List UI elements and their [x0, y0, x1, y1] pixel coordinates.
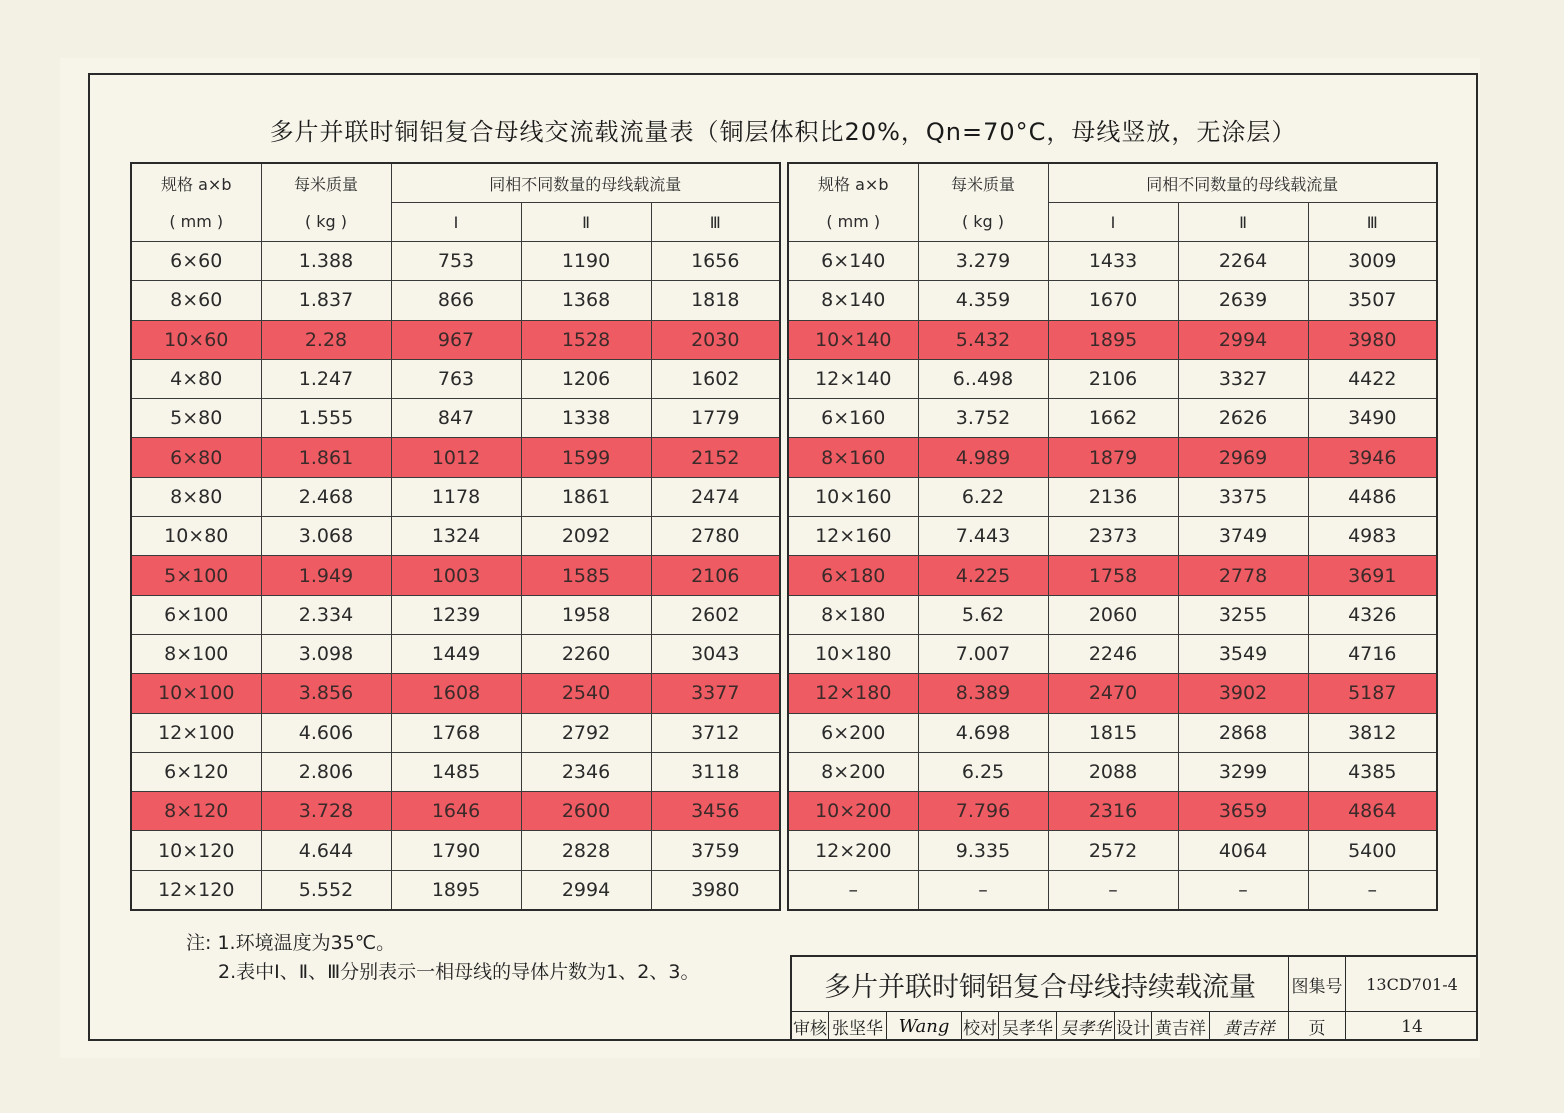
spec-cell: –: [788, 870, 918, 910]
spec-cell: 8×120: [131, 792, 261, 831]
current-3-cell: 4422: [1308, 359, 1437, 398]
current-3-cell: 4716: [1308, 634, 1437, 673]
current-1-cell: 1239: [391, 595, 521, 634]
n2-header: Ⅱ: [1178, 203, 1308, 242]
current-2-cell: 2092: [521, 517, 651, 556]
spec-cell: 6×80: [131, 438, 261, 477]
current-2-cell: 1528: [521, 320, 651, 359]
current-2-cell: –: [1178, 870, 1308, 910]
current-2-cell: 2792: [521, 713, 651, 752]
current-3-cell: 4385: [1308, 752, 1437, 791]
mass-cell: 6.25: [918, 752, 1048, 791]
mass-cell: 7.443: [918, 517, 1048, 556]
atlas-label: 图集号: [1289, 957, 1346, 1012]
current-1-cell: 1012: [391, 438, 521, 477]
mass-cell: 5.432: [918, 320, 1048, 359]
current-2-cell: 1958: [521, 595, 651, 634]
current-3-cell: 2780: [651, 517, 780, 556]
current-1-cell: 1670: [1048, 281, 1178, 320]
spec-cell: 8×200: [788, 752, 918, 791]
mass-cell: 2.334: [261, 595, 391, 634]
spec-cell: 6×120: [131, 752, 261, 791]
current-1-cell: 1646: [391, 792, 521, 831]
mass-cell: 1.861: [261, 438, 391, 477]
table-row: [131, 399, 780, 438]
spec-cell: 10×100: [131, 674, 261, 713]
spec-header: 规格 a×b: [788, 163, 918, 203]
current-2-cell: 3659: [1178, 792, 1308, 831]
spec-cell: 8×100: [131, 634, 261, 673]
table-row: [131, 752, 780, 791]
current-2-cell: 2994: [521, 870, 651, 910]
table-row: [131, 634, 780, 673]
current-group-header: 同相不同数量的母线载流量: [1048, 163, 1437, 203]
table-row: [788, 831, 1437, 870]
design-label: 设计: [1115, 1012, 1152, 1041]
n2-header: Ⅱ: [521, 203, 651, 242]
current-2-cell: 2778: [1178, 556, 1308, 595]
mass-cell: 2.28: [261, 320, 391, 359]
spec-cell: 6×140: [788, 242, 918, 281]
current-1-cell: 1662: [1048, 399, 1178, 438]
current-1-cell: –: [1048, 870, 1178, 910]
table-row: [788, 359, 1437, 398]
table-row: [788, 399, 1437, 438]
mass-unit-header: ( kg ): [918, 203, 1048, 242]
designer-signature: 黄吉祥: [1210, 1012, 1289, 1041]
mass-cell: 1.949: [261, 556, 391, 595]
table-row: [788, 517, 1437, 556]
mass-cell: 1.837: [261, 281, 391, 320]
n1-header: Ⅰ: [391, 203, 521, 242]
current-1-cell: 2373: [1048, 517, 1178, 556]
current-1-cell: 753: [391, 242, 521, 281]
mass-cell: 3.856: [261, 674, 391, 713]
spec-cell: 12×200: [788, 831, 918, 870]
current-2-cell: 2540: [521, 674, 651, 713]
current-1-cell: 847: [391, 399, 521, 438]
current-1-cell: 967: [391, 320, 521, 359]
spec-cell: 12×140: [788, 359, 918, 398]
table-row: [131, 674, 780, 713]
current-1-cell: 1449: [391, 634, 521, 673]
mass-cell: 7.007: [918, 634, 1048, 673]
spec-cell: 12×120: [131, 870, 261, 910]
current-2-cell: 2346: [521, 752, 651, 791]
current-3-cell: 5400: [1308, 831, 1437, 870]
checker-signature: 吴孝华: [1057, 1012, 1115, 1041]
current-1-cell: 1758: [1048, 556, 1178, 595]
spec-cell: 10×200: [788, 792, 918, 831]
current-2-cell: 3299: [1178, 752, 1308, 791]
spec-cell: 12×100: [131, 713, 261, 752]
table-row: [788, 674, 1437, 713]
review-label: 审核: [792, 1012, 829, 1041]
current-3-cell: 3759: [651, 831, 780, 870]
spec-cell: 4×80: [131, 359, 261, 398]
spec-cell: 6×100: [131, 595, 261, 634]
reviewer-signature: Wang: [887, 1012, 962, 1041]
current-3-cell: 3507: [1308, 281, 1437, 320]
current-1-cell: 763: [391, 359, 521, 398]
mass-unit-header: ( kg ): [261, 203, 391, 242]
mass-header: 每米质量: [918, 163, 1048, 203]
current-3-cell: 4326: [1308, 595, 1437, 634]
left-table-body: [131, 242, 780, 911]
table-row: [788, 320, 1437, 359]
mass-cell: 1.555: [261, 399, 391, 438]
table-row: [788, 792, 1437, 831]
mass-cell: –: [918, 870, 1048, 910]
mass-cell: 4.989: [918, 438, 1048, 477]
spec-cell: 5×100: [131, 556, 261, 595]
drawing-title: 多片并联时铜铝复合母线持续载流量: [792, 957, 1289, 1012]
spec-cell: 8×60: [131, 281, 261, 320]
current-1-cell: 866: [391, 281, 521, 320]
mass-cell: 3.279: [918, 242, 1048, 281]
current-2-cell: 2260: [521, 634, 651, 673]
mass-cell: 6..498: [918, 359, 1048, 398]
current-2-cell: 1599: [521, 438, 651, 477]
current-2-cell: 1338: [521, 399, 651, 438]
mass-cell: 3.068: [261, 517, 391, 556]
current-3-cell: 1818: [651, 281, 780, 320]
current-3-cell: 3980: [651, 870, 780, 910]
current-2-cell: 4064: [1178, 831, 1308, 870]
table-row: [788, 242, 1437, 281]
current-2-cell: 1861: [521, 477, 651, 516]
current-1-cell: 1895: [391, 870, 521, 910]
current-1-cell: 1608: [391, 674, 521, 713]
current-2-cell: 2639: [1178, 281, 1308, 320]
current-1-cell: 1324: [391, 517, 521, 556]
current-3-cell: 1779: [651, 399, 780, 438]
table-row: [788, 281, 1437, 320]
current-2-cell: 3327: [1178, 359, 1308, 398]
table-row: [131, 281, 780, 320]
current-2-cell: 3255: [1178, 595, 1308, 634]
spec-cell: 10×180: [788, 634, 918, 673]
spec-cell: 6×160: [788, 399, 918, 438]
current-1-cell: 2136: [1048, 477, 1178, 516]
table-row: [788, 870, 1437, 910]
table-row: [131, 517, 780, 556]
current-1-cell: 1768: [391, 713, 521, 752]
current-1-cell: 2060: [1048, 595, 1178, 634]
mass-cell: 4.606: [261, 713, 391, 752]
current-3-cell: 3456: [651, 792, 780, 831]
table-row: [788, 713, 1437, 752]
current-3-cell: 3043: [651, 634, 780, 673]
spec-cell: 8×140: [788, 281, 918, 320]
table-row: [131, 595, 780, 634]
mass-header: 每米质量: [261, 163, 391, 203]
spec-cell: 10×60: [131, 320, 261, 359]
current-3-cell: 2152: [651, 438, 780, 477]
current-3-cell: 4864: [1308, 792, 1437, 831]
current-1-cell: 2316: [1048, 792, 1178, 831]
check-label: 校对: [962, 1012, 999, 1041]
spec-cell: 10×120: [131, 831, 261, 870]
current-1-cell: 1003: [391, 556, 521, 595]
current-1-cell: 2106: [1048, 359, 1178, 398]
table-row: [131, 438, 780, 477]
atlas-number: 13CD701-4: [1346, 957, 1478, 1012]
note-line-1: 注: 1.环境温度为35℃。: [186, 932, 396, 954]
n3-header: Ⅲ: [651, 203, 780, 242]
current-1-cell: 1178: [391, 477, 521, 516]
n3-header: Ⅲ: [1308, 203, 1437, 242]
table-title: 多片并联时铜铝复合母线交流载流量表（铜层体积比20%，Qn=70°C，母线竖放，无涂层）: [269, 118, 1297, 146]
current-2-cell: 3375: [1178, 477, 1308, 516]
spec-header: 规格 a×b: [131, 163, 261, 203]
current-2-cell: 2600: [521, 792, 651, 831]
table-row: [131, 320, 780, 359]
current-3-cell: 3712: [651, 713, 780, 752]
mass-cell: 9.335: [918, 831, 1048, 870]
mass-cell: 8.389: [918, 674, 1048, 713]
right-table: [787, 162, 1438, 911]
current-2-cell: 1585: [521, 556, 651, 595]
spec-cell: 8×80: [131, 477, 261, 516]
current-3-cell: 2474: [651, 477, 780, 516]
current-3-cell: 3946: [1308, 438, 1437, 477]
mass-cell: 4.698: [918, 713, 1048, 752]
current-2-cell: 2868: [1178, 713, 1308, 752]
checker-name: 吴孝华: [999, 1012, 1057, 1041]
table-row: [131, 477, 780, 516]
mass-cell: 4.644: [261, 831, 391, 870]
table-row: [131, 359, 780, 398]
mass-cell: 3.098: [261, 634, 391, 673]
mass-cell: 1.388: [261, 242, 391, 281]
current-1-cell: 2470: [1048, 674, 1178, 713]
table-row: [131, 556, 780, 595]
mass-cell: 2.806: [261, 752, 391, 791]
table-row: [788, 752, 1437, 791]
mass-cell: 2.468: [261, 477, 391, 516]
mass-cell: 1.247: [261, 359, 391, 398]
spec-cell: 6×200: [788, 713, 918, 752]
current-3-cell: 1656: [651, 242, 780, 281]
table-row: [131, 713, 780, 752]
current-2-cell: 3749: [1178, 517, 1308, 556]
current-2-cell: 2969: [1178, 438, 1308, 477]
table-row: [131, 792, 780, 831]
mass-cell: 6.22: [918, 477, 1048, 516]
current-1-cell: 1815: [1048, 713, 1178, 752]
current-1-cell: 1485: [391, 752, 521, 791]
current-2-cell: 1206: [521, 359, 651, 398]
spec-cell: 6×60: [131, 242, 261, 281]
current-3-cell: 2602: [651, 595, 780, 634]
table-row: [131, 242, 780, 281]
mass-cell: 4.359: [918, 281, 1048, 320]
current-3-cell: 2030: [651, 320, 780, 359]
current-2-cell: 3549: [1178, 634, 1308, 673]
current-group-header: 同相不同数量的母线载流量: [391, 163, 780, 203]
right-table-body: [788, 242, 1437, 911]
table-row: [788, 438, 1437, 477]
current-2-cell: 2994: [1178, 320, 1308, 359]
spec-cell: 8×180: [788, 595, 918, 634]
spec-cell: 8×160: [788, 438, 918, 477]
page-label: 页: [1289, 1012, 1346, 1041]
spec-cell: 12×160: [788, 517, 918, 556]
current-3-cell: 4486: [1308, 477, 1437, 516]
mass-cell: 3.752: [918, 399, 1048, 438]
current-2-cell: 2626: [1178, 399, 1308, 438]
current-2-cell: 1368: [521, 281, 651, 320]
spec-cell: 10×80: [131, 517, 261, 556]
designer-name: 黄吉祥: [1152, 1012, 1210, 1041]
note-line-2: 2.表中Ⅰ、Ⅱ、Ⅲ分别表示一相母线的导体片数为1、2、3。: [218, 961, 700, 983]
mass-cell: 4.225: [918, 556, 1048, 595]
mass-cell: 5.62: [918, 595, 1048, 634]
spec-unit-header: ( mm ): [131, 203, 261, 242]
left-table: [130, 162, 781, 911]
table-row: [788, 556, 1437, 595]
mass-cell: 3.728: [261, 792, 391, 831]
current-2-cell: 3902: [1178, 674, 1308, 713]
n1-header: Ⅰ: [1048, 203, 1178, 242]
current-3-cell: 3118: [651, 752, 780, 791]
table-row: [788, 634, 1437, 673]
spec-unit-header: ( mm ): [788, 203, 918, 242]
table-row: [131, 831, 780, 870]
current-1-cell: 1895: [1048, 320, 1178, 359]
current-3-cell: 3009: [1308, 242, 1437, 281]
spec-cell: 12×180: [788, 674, 918, 713]
current-1-cell: 1790: [391, 831, 521, 870]
current-3-cell: 3691: [1308, 556, 1437, 595]
current-2-cell: 2828: [521, 831, 651, 870]
spec-cell: 6×180: [788, 556, 918, 595]
title-block: [790, 955, 1478, 1041]
current-3-cell: 3812: [1308, 713, 1437, 752]
current-3-cell: 1602: [651, 359, 780, 398]
current-3-cell: 3377: [651, 674, 780, 713]
current-3-cell: 5187: [1308, 674, 1437, 713]
current-1-cell: 2088: [1048, 752, 1178, 791]
current-2-cell: 2264: [1178, 242, 1308, 281]
table-row: [131, 870, 780, 910]
reviewer-name: 张坚华: [829, 1012, 887, 1041]
table-row: [788, 595, 1437, 634]
current-3-cell: 3980: [1308, 320, 1437, 359]
spec-cell: 5×80: [131, 399, 261, 438]
mass-cell: 5.552: [261, 870, 391, 910]
current-1-cell: 1433: [1048, 242, 1178, 281]
current-3-cell: 3490: [1308, 399, 1437, 438]
spec-cell: 10×140: [788, 320, 918, 359]
current-3-cell: –: [1308, 870, 1437, 910]
current-1-cell: 2572: [1048, 831, 1178, 870]
mass-cell: 7.796: [918, 792, 1048, 831]
page-number: 14: [1401, 1016, 1423, 1037]
current-3-cell: 2106: [651, 556, 780, 595]
table-row: [788, 477, 1437, 516]
current-2-cell: 1190: [521, 242, 651, 281]
current-1-cell: 2246: [1048, 634, 1178, 673]
current-1-cell: 1879: [1048, 438, 1178, 477]
spec-cell: 10×160: [788, 477, 918, 516]
current-3-cell: 4983: [1308, 517, 1437, 556]
